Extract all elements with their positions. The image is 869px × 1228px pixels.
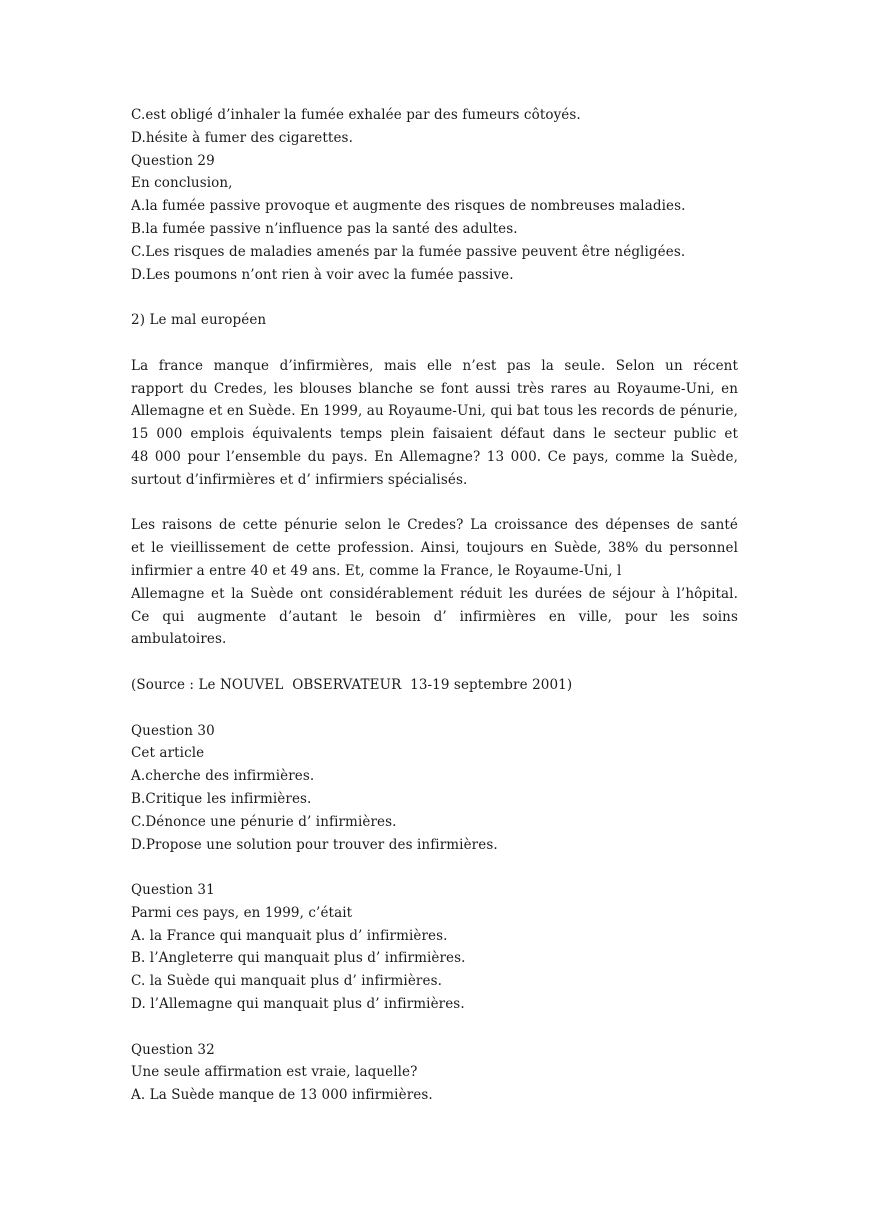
answer-line: A.cherche des infirmières. [131,768,315,785]
paragraph-line: Les raisons de cette pénurie selon le Credes? La croissance des dépenses de santé [131,517,738,534]
question-number: Question 29 [131,152,215,169]
paragraph-line: Allemagne et en Suède. En 1999, au Royaume-Uni, qui bat tous les records de pénurie, [131,403,738,420]
paragraph-line: La france manque d’infirmières, mais elle n’est pas la seule. Selon un récent [131,357,738,374]
article-paragraph-2 [131,514,738,651]
question-28-tail [131,104,738,286]
paragraph-line: 15 000 emplois équivalents temps plein faisaient défaut dans le secteur public et [131,426,738,443]
answer-line: C. la Suède qui manquait plus d’ infirmières. [131,973,442,990]
paragraph-line: rapport du Credes, les blouses blanche se font aussi très rares au Royaume-Uni, en [131,380,738,397]
answer-line: D.Les poumons n’ont rien à voir avec la fumée passive. [131,266,514,283]
question-number: Question 32 [131,1041,215,1058]
answer-line: D.hésite à fumer des cigarettes. [131,129,353,146]
spacer [131,856,738,879]
answer-line: A. La Suède manque de 13 000 infirmières. [131,1087,433,1104]
answer-line: B.Critique les infirmières. [131,790,312,807]
article-paragraph-1 [131,355,738,492]
section-title: 2) Le mal européen [131,312,267,329]
question-prompt: En conclusion, [131,175,233,192]
paragraph-line: 48 000 pour l’ensemble du pays. En Allemagne? 13 000. Ce pays, comme la Suède, [131,448,738,465]
spacer [131,332,738,355]
answer-line: A.la fumée passive provoque et augmente des risques de nombreuses maladies. [131,198,686,215]
question-prompt: Parmi ces pays, en 1999, c’était [131,904,353,921]
paragraph-line: infirmier a entre 40 et 49 ans. Et, comme la France, le Royaume-Uni, l [131,562,622,579]
source-citation: (Source : Le NOUVEL OBSERVATEUR 13-19 septembre 2001) [131,676,573,693]
paragraph-line: Allemagne et la Suède ont considérablement réduit les durées de séjour à l’hôpital. [131,585,738,602]
answer-line: D. l’Allemagne qui manquait plus d’ infirmières. [131,996,465,1013]
paragraph-line: Ce qui augmente d’autant le besoin d’ infirmières en ville, pour les soins [131,608,738,625]
spacer [131,697,738,720]
question-31 [131,879,738,1016]
question-prompt: Cet article [131,745,205,762]
paragraph-line: et le vieillissement de cette profession. Ainsi, toujours en Suède, 38% du personnel [131,540,738,557]
question-number: Question 31 [131,882,215,899]
question-prompt: Une seule affirmation est vraie, laquelle? [131,1064,418,1081]
question-30 [131,720,738,857]
spacer [131,1016,738,1039]
paragraph-line: surtout d’infirmières et d’ infirmiers spécialisés. [131,471,468,488]
answer-line: D.Propose une solution pour trouver des infirmières. [131,836,498,853]
answer-line: C.Les risques de maladies amenés par la fumée passive peuvent être négligées. [131,243,686,260]
paragraph-line: ambulatoires. [131,631,227,648]
answer-line: B.la fumée passive n’influence pas la santé des adultes. [131,220,518,237]
document-page [131,104,738,1107]
answer-line: A. la France qui manquait plus d’ infirmières. [131,927,448,944]
answer-line: B. l’Angleterre qui manquait plus d’ infirmières. [131,950,466,967]
spacer [131,651,738,674]
spacer [131,286,738,309]
answer-line: C.est obligé d’inhaler la fumée exhalée par des fumeurs côtoyés. [131,107,581,123]
answer-line: C.Dénonce une pénurie d’ infirmières. [131,813,397,830]
question-32 [131,1039,738,1107]
question-number: Question 30 [131,722,215,739]
spacer [131,492,738,515]
